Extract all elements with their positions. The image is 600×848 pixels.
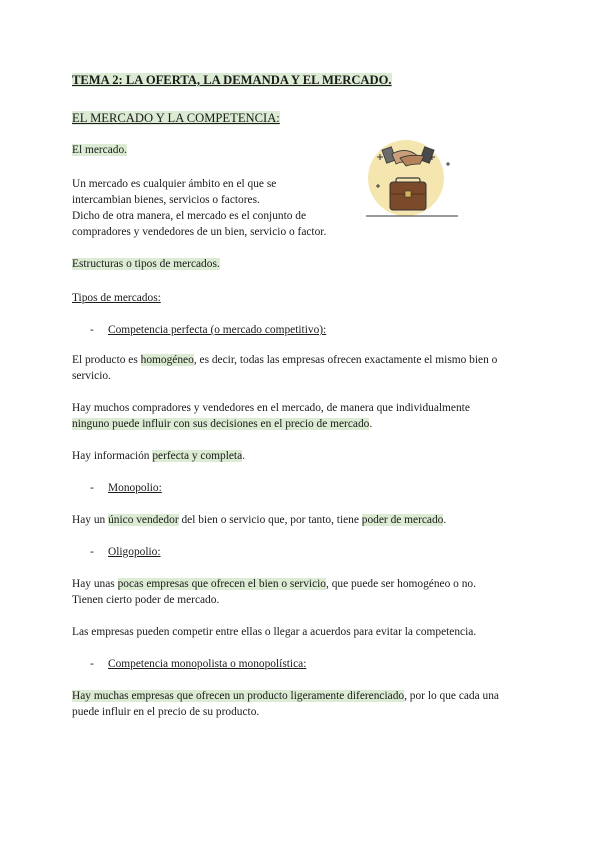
text-span: . xyxy=(443,514,447,526)
page-title xyxy=(72,72,392,88)
highlight-span: homogéneo xyxy=(140,354,194,366)
tipos-heading xyxy=(72,290,161,306)
text-span: , es decir, todas las empresas ofrecen exactamente el mismo bien o xyxy=(193,354,498,366)
monopolistica-line-1 xyxy=(72,688,499,704)
highlight-span: único vendedor xyxy=(108,514,179,526)
page-title-text: TEMA 2: LA OFERTA, LA DEMANDA Y EL MERCADO. xyxy=(72,73,392,87)
bullet-marker: - xyxy=(90,546,94,558)
bullet-marker: - xyxy=(90,482,94,494)
monopolistica-line-2: puede influir en el precio de su producto. xyxy=(72,706,260,718)
section-heading-text: EL MERCADO Y LA COMPETENCIA: xyxy=(72,111,280,125)
text-span: Hay unas xyxy=(72,578,118,590)
cp-p1-line-1 xyxy=(72,352,497,368)
mercado-line-4: compradores y vendedores de un bien, servicio o factor. xyxy=(72,226,327,238)
monopolistica-heading-text: Competencia monopolista o monopolística: xyxy=(108,658,307,670)
competencia-perfecta-heading-text: Competencia perfecta (o mercado competitivo): xyxy=(108,324,327,336)
mercado-heading xyxy=(72,142,127,158)
mercado-line-3: Dicho de otra manera, el mercado es el conjunto de xyxy=(72,210,307,222)
cp-p2-line-2 xyxy=(72,416,372,432)
bullet-marker: - xyxy=(90,324,94,336)
mercado-line-1: Un mercado es cualquier ámbito en el que se xyxy=(72,178,277,190)
section-heading xyxy=(72,110,280,126)
cp-p2-line-1: Hay muchos compradores y vendedores en el mercado, de manera que individualmente xyxy=(72,402,470,414)
competencia-perfecta-heading xyxy=(108,322,326,338)
text-span: . xyxy=(242,450,246,462)
highlight-span: perfecta y completa xyxy=(152,450,243,462)
monopolistica-heading xyxy=(108,656,306,672)
text-span: Hay un xyxy=(72,514,109,526)
oligopolio-heading xyxy=(108,544,161,560)
mercado-line-2: intercambian bienes, servicios o factores. xyxy=(72,194,260,206)
oligopolio-p2: Las empresas pueden competir entre ellas o llegar a acuerdos para evitar la competencia. xyxy=(72,626,477,638)
highlight-span: poder de mercado xyxy=(361,514,444,526)
mercado-heading-text: El mercado. xyxy=(72,144,128,156)
monopolio-heading xyxy=(108,480,162,496)
tipos-heading-text: Tipos de mercados: xyxy=(72,292,161,304)
estructuras-heading xyxy=(72,256,220,272)
oligopolio-line-2: Tienen cierto poder de mercado. xyxy=(72,594,220,606)
highlight-span: Hay muchas empresas que ofrecen un producto ligeramente diferenciado xyxy=(72,690,405,702)
oligopolio-heading-text: Oligopolio: xyxy=(108,546,161,558)
text-span: El producto es xyxy=(72,354,141,366)
handshake-briefcase-icon xyxy=(366,134,458,222)
text-span: , por lo que cada una xyxy=(404,690,499,702)
monopolio-text xyxy=(72,512,446,528)
monopolio-heading-text: Monopolio: xyxy=(108,482,162,494)
bullet-marker: - xyxy=(90,658,94,670)
estructuras-heading-text: Estructuras o tipos de mercados. xyxy=(72,258,220,270)
oligopolio-line-1 xyxy=(72,576,476,592)
text-span: . xyxy=(369,418,373,430)
highlight-span: ninguno puede influir con sus decisiones en el precio de mercado xyxy=(72,418,370,430)
text-span: , que puede ser homogéneo o no. xyxy=(326,578,476,590)
cp-p1-line-2: servicio. xyxy=(72,370,111,382)
text-span: del bien o servicio que, por tanto, tiene xyxy=(178,514,362,526)
cp-p3 xyxy=(72,448,245,464)
text-span: Hay información xyxy=(72,450,153,462)
highlight-span: pocas empresas que ofrecen el bien o servicio xyxy=(117,578,326,590)
